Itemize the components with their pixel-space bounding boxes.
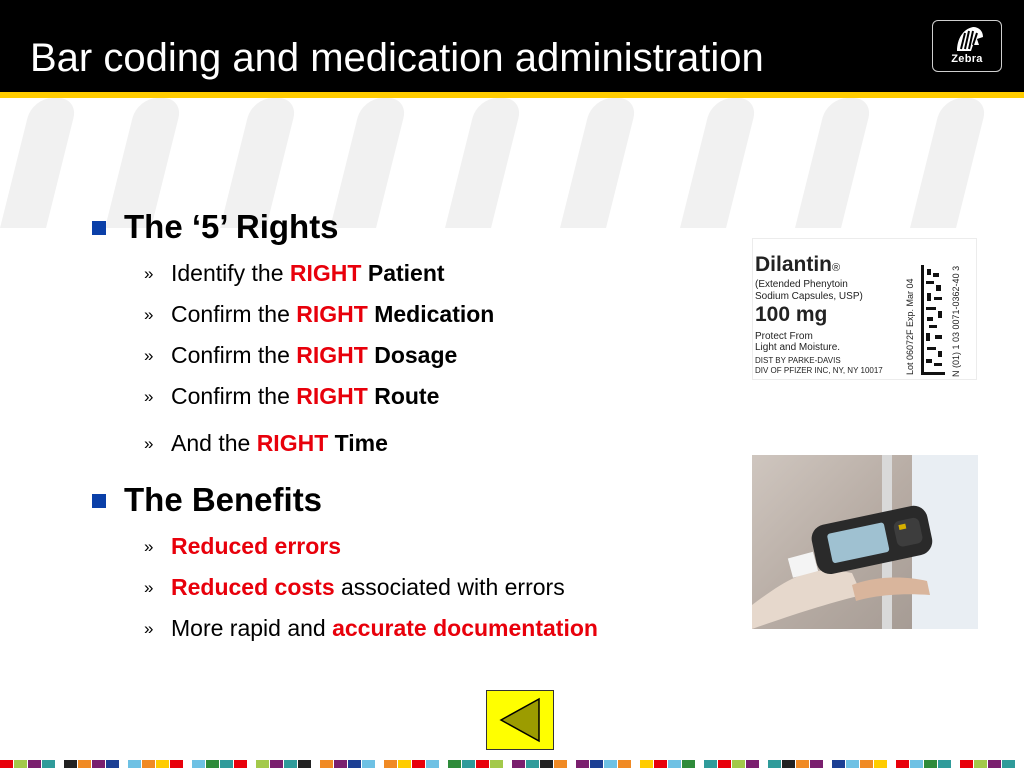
color-square — [156, 760, 169, 768]
color-square — [384, 760, 397, 768]
color-square — [234, 760, 247, 768]
registered-mark: ® — [832, 262, 841, 274]
color-square — [746, 760, 759, 768]
color-square — [576, 760, 589, 768]
color-square — [284, 760, 297, 768]
label-line: Protect From — [755, 331, 813, 342]
square-bullet-icon — [92, 221, 106, 235]
color-square — [270, 760, 283, 768]
color-square — [704, 760, 717, 768]
color-square — [142, 760, 155, 768]
color-square — [412, 760, 425, 768]
list-item — [144, 608, 728, 649]
scanner-photo-illustration — [752, 455, 978, 629]
list-item — [144, 253, 728, 294]
label-line: DIST BY PARKE-DAVIS — [755, 356, 841, 365]
label-line: DIV OF PFIZER INC, NY, NY 10017 — [755, 366, 883, 375]
item-bold: Dosage — [367, 342, 458, 368]
title-bar — [0, 0, 1024, 92]
color-square — [910, 760, 923, 768]
item-emphasis: Reduced costs — [171, 574, 335, 600]
bottom-color-strip — [0, 760, 1024, 768]
item-text: Confirm the — [171, 342, 297, 368]
slide-title: Bar coding and medication administration — [30, 36, 764, 80]
color-square — [206, 760, 219, 768]
color-square — [924, 760, 937, 768]
label-line: (Extended Phenytoin — [755, 279, 848, 290]
chevron-bullet-icon: » — [144, 578, 154, 597]
color-square — [398, 760, 411, 768]
color-square — [476, 760, 489, 768]
color-square — [874, 760, 887, 768]
color-square — [320, 760, 333, 768]
rights-list — [88, 253, 728, 464]
color-square — [462, 760, 475, 768]
color-square — [718, 760, 731, 768]
datamatrix-barcode-icon — [921, 265, 945, 375]
title-underline — [0, 92, 1024, 98]
item-text: Confirm the — [171, 301, 297, 327]
list-item — [144, 335, 728, 376]
chevron-bullet-icon: » — [144, 387, 154, 406]
color-square — [298, 760, 311, 768]
color-square — [256, 760, 269, 768]
chevron-bullet-icon: » — [144, 537, 154, 556]
zebra-logo-icon — [951, 25, 985, 53]
color-square — [106, 760, 119, 768]
color-square — [640, 760, 653, 768]
zebra-logo — [932, 20, 1002, 72]
color-square — [28, 760, 41, 768]
chevron-bullet-icon: » — [144, 264, 154, 283]
item-emphasis: Reduced errors — [171, 533, 342, 559]
list-item — [144, 294, 728, 335]
benefits-list — [88, 526, 728, 649]
chevron-bullet-icon: » — [144, 434, 154, 453]
color-square — [334, 760, 347, 768]
list-item — [144, 567, 728, 608]
item-emphasis: RIGHT — [256, 430, 329, 456]
item-text: Identify the — [171, 260, 290, 286]
color-square — [448, 760, 461, 768]
section-heading — [88, 478, 728, 522]
item-bold: Route — [367, 383, 440, 409]
item-emphasis: RIGHT — [296, 301, 368, 327]
slide-content — [88, 205, 728, 663]
color-square — [974, 760, 987, 768]
previous-slide-button[interactable] — [486, 690, 554, 750]
color-square — [654, 760, 667, 768]
color-square — [128, 760, 141, 768]
chevron-bullet-icon: » — [144, 346, 154, 365]
label-brand: Dilantin® — [755, 253, 841, 276]
color-square — [554, 760, 567, 768]
color-square — [668, 760, 681, 768]
color-square — [526, 760, 539, 768]
label-dose: 100 mg — [755, 303, 828, 326]
handheld-scanner-photo — [752, 455, 978, 629]
color-square — [896, 760, 909, 768]
item-text: associated with errors — [334, 574, 565, 600]
color-square — [618, 760, 631, 768]
label-line: Sodium Capsules, USP) — [755, 291, 863, 302]
item-text: Confirm the — [171, 383, 297, 409]
item-emphasis: RIGHT — [296, 342, 368, 368]
left-triangle-icon — [487, 691, 553, 749]
color-square — [14, 760, 27, 768]
color-square — [938, 760, 951, 768]
color-square — [810, 760, 823, 768]
label-line: Light and Moisture. — [755, 342, 841, 353]
list-item — [144, 423, 728, 464]
color-square — [512, 760, 525, 768]
heading-text: The ‘5’ Rights — [124, 208, 339, 245]
color-square — [768, 760, 781, 768]
color-square — [362, 760, 375, 768]
color-square — [42, 760, 55, 768]
list-item — [144, 376, 728, 417]
color-square — [832, 760, 845, 768]
heading-text: The Benefits — [124, 481, 323, 518]
item-emphasis: accurate documentation — [332, 615, 598, 641]
list-item — [144, 526, 728, 567]
item-emphasis: RIGHT — [296, 383, 368, 409]
square-bullet-icon — [92, 494, 106, 508]
color-square — [490, 760, 503, 768]
item-text: More rapid and — [171, 615, 333, 641]
color-square — [220, 760, 233, 768]
item-emphasis: RIGHT — [289, 260, 362, 286]
color-square — [732, 760, 745, 768]
section-rights — [88, 205, 728, 464]
color-square — [170, 760, 183, 768]
color-square — [1002, 760, 1015, 768]
color-square — [78, 760, 91, 768]
color-square — [846, 760, 859, 768]
color-square — [590, 760, 603, 768]
color-square — [860, 760, 873, 768]
color-square — [426, 760, 439, 768]
color-square — [348, 760, 361, 768]
item-text: And the — [171, 430, 257, 456]
color-square — [782, 760, 795, 768]
color-square — [960, 760, 973, 768]
medication-label-image — [752, 238, 977, 380]
item-bold: Medication — [367, 301, 495, 327]
chevron-bullet-icon: » — [144, 619, 154, 638]
color-square — [0, 760, 13, 768]
section-heading — [88, 205, 728, 249]
color-square — [682, 760, 695, 768]
color-square — [64, 760, 77, 768]
color-square — [192, 760, 205, 768]
color-square — [796, 760, 809, 768]
label-lot: Lot 06072F Exp. Mar 04 — [905, 278, 915, 375]
color-square — [92, 760, 105, 768]
label-ndc: N (01) 1 03 0071-0362-40 3 — [951, 265, 961, 377]
color-square — [540, 760, 553, 768]
chevron-bullet-icon: » — [144, 305, 154, 324]
logo-text: Zebra — [951, 53, 983, 65]
item-bold: Time — [328, 430, 388, 456]
color-square — [988, 760, 1001, 768]
color-square — [604, 760, 617, 768]
section-benefits — [88, 478, 728, 649]
item-bold: Patient — [361, 260, 445, 286]
